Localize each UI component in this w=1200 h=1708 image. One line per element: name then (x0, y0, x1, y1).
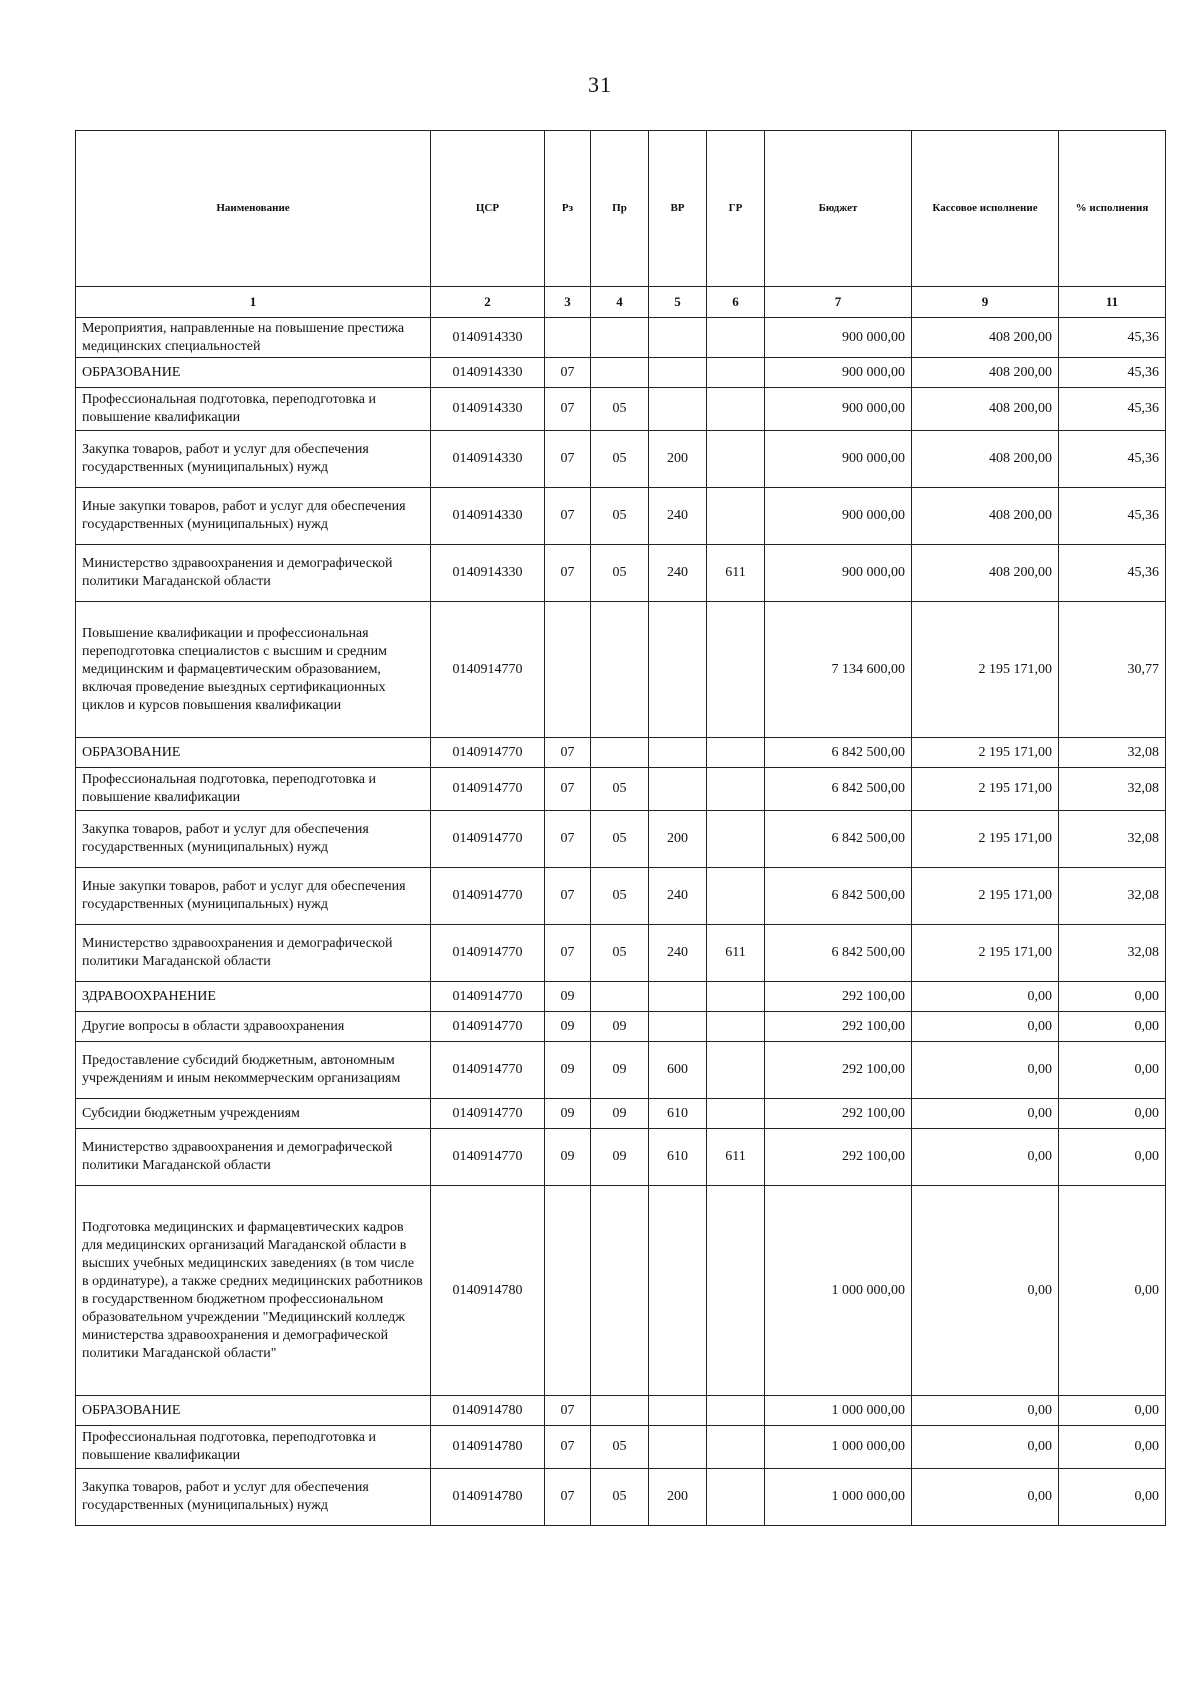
row-percent-cell: 32,08 (1059, 811, 1166, 868)
row-gr-cell (707, 388, 765, 431)
row-csr-cell: 0140914330 (431, 318, 545, 358)
row-executed-cell: 0,00 (912, 1012, 1059, 1042)
row-gr-cell (707, 1099, 765, 1129)
row-gr-cell (707, 768, 765, 811)
row-percent-cell: 32,08 (1059, 768, 1166, 811)
table-row (76, 982, 1166, 1012)
row-pr-cell (591, 982, 649, 1012)
row-executed-cell: 0,00 (912, 1129, 1059, 1186)
row-executed-cell: 408 200,00 (912, 431, 1059, 488)
row-rz-cell (545, 1186, 591, 1396)
row-vr-cell: 200 (649, 431, 707, 488)
row-pr-cell (591, 738, 649, 768)
row-percent-cell: 0,00 (1059, 1469, 1166, 1526)
row-gr-cell (707, 602, 765, 738)
row-pr-cell: 05 (591, 811, 649, 868)
row-gr-cell (707, 738, 765, 768)
row-name-cell: Профессиональная подготовка, переподготовка и повышение квалификации (76, 388, 431, 431)
table-row (76, 318, 1166, 358)
row-gr-cell (707, 1186, 765, 1396)
row-executed-cell: 2 195 171,00 (912, 602, 1059, 738)
row-vr-cell (649, 768, 707, 811)
row-vr-cell (649, 318, 707, 358)
row-csr-cell: 0140914770 (431, 768, 545, 811)
row-executed-cell: 408 200,00 (912, 388, 1059, 431)
row-csr-cell: 0140914330 (431, 358, 545, 388)
row-gr-cell (707, 318, 765, 358)
row-vr-cell: 240 (649, 868, 707, 925)
row-executed-cell: 0,00 (912, 1469, 1059, 1526)
row-budget-cell: 6 842 500,00 (765, 768, 912, 811)
table-row (76, 811, 1166, 868)
row-rz-cell: 09 (545, 1099, 591, 1129)
row-rz-cell: 07 (545, 488, 591, 545)
row-name-cell: ОБРАЗОВАНИЕ (76, 1396, 431, 1426)
table-row (76, 1469, 1166, 1526)
row-gr-cell (707, 358, 765, 388)
row-rz-cell (545, 602, 591, 738)
row-rz-cell: 07 (545, 738, 591, 768)
row-gr-cell (707, 431, 765, 488)
header-rz: Рз (545, 131, 591, 287)
row-budget-cell: 1 000 000,00 (765, 1186, 912, 1396)
column-number: 9 (912, 287, 1059, 318)
row-executed-cell: 0,00 (912, 1396, 1059, 1426)
budget-table (75, 130, 1166, 1526)
row-rz-cell: 09 (545, 1129, 591, 1186)
row-executed-cell: 408 200,00 (912, 545, 1059, 602)
row-rz-cell (545, 318, 591, 358)
row-budget-cell: 292 100,00 (765, 1012, 912, 1042)
row-csr-cell: 0140914330 (431, 545, 545, 602)
row-vr-cell: 240 (649, 488, 707, 545)
row-rz-cell: 07 (545, 1469, 591, 1526)
row-rz-cell: 07 (545, 811, 591, 868)
row-csr-cell: 0140914330 (431, 388, 545, 431)
row-executed-cell: 2 195 171,00 (912, 868, 1059, 925)
row-pr-cell (591, 1396, 649, 1426)
row-vr-cell (649, 388, 707, 431)
row-vr-cell (649, 602, 707, 738)
row-pr-cell: 05 (591, 868, 649, 925)
row-rz-cell: 07 (545, 358, 591, 388)
row-csr-cell: 0140914780 (431, 1396, 545, 1426)
row-name-cell: ОБРАЗОВАНИЕ (76, 738, 431, 768)
row-executed-cell: 0,00 (912, 982, 1059, 1012)
row-gr-cell (707, 982, 765, 1012)
row-pr-cell: 05 (591, 1426, 649, 1469)
row-executed-cell: 0,00 (912, 1099, 1059, 1129)
row-name-cell: ЗДРАВООХРАНЕНИЕ (76, 982, 431, 1012)
row-executed-cell: 2 195 171,00 (912, 738, 1059, 768)
row-gr-cell (707, 1042, 765, 1099)
row-percent-cell: 32,08 (1059, 868, 1166, 925)
table-row (76, 388, 1166, 431)
row-vr-cell: 240 (649, 545, 707, 602)
row-name-cell: Повышение квалификации и профессиональная переподготовка специалистов с высшим и средним медицинским и фармацевтическим образованием, включая проведение выездных сертификационных циклов и курсов повышения квалификации (76, 602, 431, 738)
column-number: 6 (707, 287, 765, 318)
row-budget-cell: 292 100,00 (765, 1042, 912, 1099)
row-rz-cell: 07 (545, 868, 591, 925)
row-csr-cell: 0140914770 (431, 1129, 545, 1186)
table-row (76, 358, 1166, 388)
table-row (76, 1129, 1166, 1186)
row-percent-cell: 45,36 (1059, 358, 1166, 388)
row-name-cell: Министерство здравоохранения и демографической политики Магаданской области (76, 1129, 431, 1186)
row-rz-cell: 09 (545, 982, 591, 1012)
row-budget-cell: 292 100,00 (765, 1129, 912, 1186)
column-number: 11 (1059, 287, 1166, 318)
row-csr-cell: 0140914770 (431, 1099, 545, 1129)
row-name-cell: Подготовка медицинских и фармацевтических кадров для медицинских организаций Магаданской области в высших учебных медицинских заведениях (в том числе в ординатуре), а также средних медицинских работников в государственном бюджетном профессиональном образовательном учреждении "Медицинский колледж министерства здравоохранения и демографической политики Магаданской области" (76, 1186, 431, 1396)
header-executed: Кассовое исполнение (912, 131, 1059, 287)
row-name-cell: Другие вопросы в области здравоохранения (76, 1012, 431, 1042)
row-executed-cell: 2 195 171,00 (912, 925, 1059, 982)
row-percent-cell: 45,36 (1059, 431, 1166, 488)
table-row (76, 768, 1166, 811)
table-row (76, 602, 1166, 738)
row-budget-cell: 6 842 500,00 (765, 811, 912, 868)
row-percent-cell: 45,36 (1059, 488, 1166, 545)
table-row (76, 1042, 1166, 1099)
row-percent-cell: 32,08 (1059, 738, 1166, 768)
row-gr-cell: 611 (707, 1129, 765, 1186)
row-percent-cell: 0,00 (1059, 1186, 1166, 1396)
row-rz-cell: 07 (545, 431, 591, 488)
row-vr-cell (649, 1426, 707, 1469)
row-pr-cell: 05 (591, 431, 649, 488)
row-pr-cell (591, 318, 649, 358)
row-name-cell: Профессиональная подготовка, переподготовка и повышение квалификации (76, 1426, 431, 1469)
row-budget-cell: 1 000 000,00 (765, 1469, 912, 1526)
row-csr-cell: 0140914330 (431, 488, 545, 545)
table-row (76, 868, 1166, 925)
row-budget-cell: 900 000,00 (765, 388, 912, 431)
row-percent-cell: 0,00 (1059, 1012, 1166, 1042)
row-vr-cell (649, 982, 707, 1012)
table-row (76, 545, 1166, 602)
row-budget-cell: 292 100,00 (765, 1099, 912, 1129)
row-gr-cell: 611 (707, 545, 765, 602)
row-budget-cell: 1 000 000,00 (765, 1396, 912, 1426)
row-gr-cell (707, 1396, 765, 1426)
row-rz-cell: 07 (545, 388, 591, 431)
row-name-cell: Профессиональная подготовка, переподготовка и повышение квалификации (76, 768, 431, 811)
row-pr-cell: 05 (591, 545, 649, 602)
row-csr-cell: 0140914780 (431, 1469, 545, 1526)
row-name-cell: Закупка товаров, работ и услуг для обеспечения государственных (муниципальных) нужд (76, 431, 431, 488)
row-vr-cell (649, 1012, 707, 1042)
row-pr-cell (591, 1186, 649, 1396)
column-number: 4 (591, 287, 649, 318)
row-pr-cell: 05 (591, 1469, 649, 1526)
table-row (76, 1426, 1166, 1469)
row-percent-cell: 45,36 (1059, 318, 1166, 358)
row-vr-cell: 200 (649, 811, 707, 868)
row-executed-cell: 2 195 171,00 (912, 811, 1059, 868)
header-pr: Пр (591, 131, 649, 287)
row-csr-cell: 0140914770 (431, 925, 545, 982)
row-csr-cell: 0140914780 (431, 1186, 545, 1396)
row-vr-cell: 200 (649, 1469, 707, 1526)
table-row (76, 925, 1166, 982)
row-percent-cell: 0,00 (1059, 1099, 1166, 1129)
table-row (76, 488, 1166, 545)
row-budget-cell: 900 000,00 (765, 318, 912, 358)
row-budget-cell: 1 000 000,00 (765, 1426, 912, 1469)
column-number: 3 (545, 287, 591, 318)
row-name-cell: Министерство здравоохранения и демографической политики Магаданской области (76, 545, 431, 602)
header-gr: ГР (707, 131, 765, 287)
row-gr-cell: 611 (707, 925, 765, 982)
row-rz-cell: 07 (545, 1426, 591, 1469)
column-number-row (76, 287, 1166, 318)
row-percent-cell: 0,00 (1059, 982, 1166, 1012)
row-percent-cell: 0,00 (1059, 1042, 1166, 1099)
row-percent-cell: 30,77 (1059, 602, 1166, 738)
row-percent-cell: 0,00 (1059, 1426, 1166, 1469)
header-percent: % исполнения (1059, 131, 1166, 287)
row-pr-cell: 05 (591, 768, 649, 811)
row-percent-cell: 45,36 (1059, 545, 1166, 602)
row-vr-cell: 610 (649, 1099, 707, 1129)
header-budget: Бюджет (765, 131, 912, 287)
table-row (76, 1012, 1166, 1042)
table-row (76, 431, 1166, 488)
row-budget-cell: 6 842 500,00 (765, 868, 912, 925)
row-percent-cell: 0,00 (1059, 1129, 1166, 1186)
row-vr-cell (649, 1396, 707, 1426)
row-name-cell: Закупка товаров, работ и услуг для обеспечения государственных (муниципальных) нужд (76, 1469, 431, 1526)
row-pr-cell: 05 (591, 488, 649, 545)
row-gr-cell (707, 811, 765, 868)
row-vr-cell (649, 358, 707, 388)
row-vr-cell (649, 738, 707, 768)
row-rz-cell: 07 (545, 768, 591, 811)
row-pr-cell (591, 602, 649, 738)
row-pr-cell: 09 (591, 1012, 649, 1042)
row-executed-cell: 0,00 (912, 1042, 1059, 1099)
table-header-row (76, 131, 1166, 287)
row-vr-cell: 240 (649, 925, 707, 982)
row-budget-cell: 900 000,00 (765, 545, 912, 602)
row-pr-cell: 05 (591, 388, 649, 431)
row-budget-cell: 6 842 500,00 (765, 925, 912, 982)
row-csr-cell: 0140914770 (431, 602, 545, 738)
row-name-cell: Мероприятия, направленные на повышение престижа медицинских специальностей (76, 318, 431, 358)
row-csr-cell: 0140914770 (431, 1042, 545, 1099)
row-csr-cell: 0140914780 (431, 1426, 545, 1469)
row-executed-cell: 408 200,00 (912, 358, 1059, 388)
row-percent-cell: 45,36 (1059, 388, 1166, 431)
row-gr-cell (707, 1012, 765, 1042)
row-pr-cell: 09 (591, 1042, 649, 1099)
table-row (76, 1396, 1166, 1426)
row-rz-cell: 07 (545, 545, 591, 602)
row-executed-cell: 2 195 171,00 (912, 768, 1059, 811)
row-budget-cell: 6 842 500,00 (765, 738, 912, 768)
row-budget-cell: 7 134 600,00 (765, 602, 912, 738)
row-rz-cell: 09 (545, 1012, 591, 1042)
table-row (76, 1099, 1166, 1129)
row-budget-cell: 900 000,00 (765, 488, 912, 545)
header-name: Наименование (76, 131, 431, 287)
row-name-cell: Закупка товаров, работ и услуг для обеспечения государственных (муниципальных) нужд (76, 811, 431, 868)
row-pr-cell: 09 (591, 1129, 649, 1186)
row-gr-cell (707, 488, 765, 545)
table-row (76, 1186, 1166, 1396)
row-rz-cell: 07 (545, 925, 591, 982)
row-gr-cell (707, 1426, 765, 1469)
row-name-cell: Иные закупки товаров, работ и услуг для обеспечения государственных (муниципальных) нужд (76, 868, 431, 925)
row-csr-cell: 0140914770 (431, 982, 545, 1012)
page-number: 31 (588, 72, 612, 97)
row-name-cell: Предоставление субсидий бюджетным, автономным учреждениям и иным некоммерческим организациям (76, 1042, 431, 1099)
row-percent-cell: 0,00 (1059, 1396, 1166, 1426)
row-budget-cell: 900 000,00 (765, 431, 912, 488)
row-rz-cell: 09 (545, 1042, 591, 1099)
table-row (76, 738, 1166, 768)
row-executed-cell: 408 200,00 (912, 488, 1059, 545)
header-csr: ЦСР (431, 131, 545, 287)
row-vr-cell (649, 1186, 707, 1396)
row-pr-cell (591, 358, 649, 388)
column-number: 2 (431, 287, 545, 318)
row-csr-cell: 0140914770 (431, 811, 545, 868)
column-number: 5 (649, 287, 707, 318)
row-csr-cell: 0140914770 (431, 1012, 545, 1042)
column-number: 1 (76, 287, 431, 318)
row-csr-cell: 0140914770 (431, 738, 545, 768)
row-name-cell: ОБРАЗОВАНИЕ (76, 358, 431, 388)
row-vr-cell: 600 (649, 1042, 707, 1099)
row-budget-cell: 900 000,00 (765, 358, 912, 388)
row-name-cell: Иные закупки товаров, работ и услуг для обеспечения государственных (муниципальных) нужд (76, 488, 431, 545)
row-gr-cell (707, 1469, 765, 1526)
row-executed-cell: 0,00 (912, 1186, 1059, 1396)
header-vr: ВР (649, 131, 707, 287)
column-number: 7 (765, 287, 912, 318)
row-gr-cell (707, 868, 765, 925)
row-percent-cell: 32,08 (1059, 925, 1166, 982)
row-csr-cell: 0140914330 (431, 431, 545, 488)
row-executed-cell: 0,00 (912, 1426, 1059, 1469)
row-pr-cell: 09 (591, 1099, 649, 1129)
row-name-cell: Министерство здравоохранения и демографической политики Магаданской области (76, 925, 431, 982)
row-rz-cell: 07 (545, 1396, 591, 1426)
row-csr-cell: 0140914770 (431, 868, 545, 925)
row-name-cell: Субсидии бюджетным учреждениям (76, 1099, 431, 1129)
row-budget-cell: 292 100,00 (765, 982, 912, 1012)
row-executed-cell: 408 200,00 (912, 318, 1059, 358)
row-vr-cell: 610 (649, 1129, 707, 1186)
row-pr-cell: 05 (591, 925, 649, 982)
